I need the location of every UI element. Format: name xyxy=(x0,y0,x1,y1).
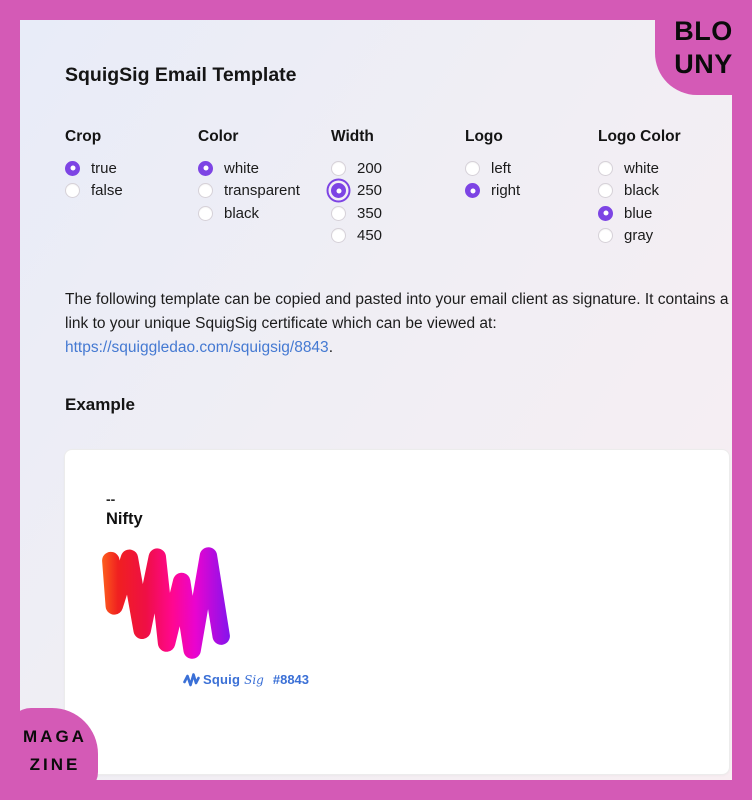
color-group xyxy=(198,128,300,225)
radio-selected-icon xyxy=(198,161,213,176)
radio-unselected-icon xyxy=(465,161,480,176)
radio-logo-right[interactable] xyxy=(465,180,520,203)
width-group xyxy=(331,128,382,247)
radio-crop-false[interactable] xyxy=(65,180,123,203)
radio-option-label: 250 xyxy=(357,182,383,200)
radio-selected-icon xyxy=(65,161,80,176)
radio-unselected-icon xyxy=(598,161,613,176)
radio-width-450[interactable] xyxy=(331,225,382,248)
top-right-badge xyxy=(655,0,752,95)
radio-option-label: false xyxy=(91,182,123,200)
radio-logo-color-black[interactable] xyxy=(598,180,681,203)
crop-group-label: Crop xyxy=(65,128,102,145)
radio-option-label: right xyxy=(491,182,521,200)
radio-unselected-icon xyxy=(598,183,613,198)
radio-selected-icon xyxy=(598,206,613,221)
radio-selected-focused-icon xyxy=(331,183,346,198)
radio-option-label: 200 xyxy=(357,159,383,177)
radio-option-label: 350 xyxy=(357,204,383,222)
radio-unselected-icon xyxy=(331,206,346,221)
top-right-badge-line2: UNY xyxy=(674,48,733,79)
logo-color-group-label: Logo Color xyxy=(598,128,681,145)
radio-selected-icon xyxy=(465,183,480,198)
radio-crop-true[interactable] xyxy=(65,157,123,180)
logo-brand-bold: Squig xyxy=(203,672,241,687)
squigsig-logo[interactable] xyxy=(183,672,309,687)
radio-width-350[interactable] xyxy=(331,202,382,225)
logo-brand-script: Sig xyxy=(244,672,264,687)
radio-option-label: black xyxy=(624,182,660,200)
crop-group xyxy=(65,128,123,202)
signature-name: Nifty xyxy=(106,510,143,528)
radio-unselected-icon xyxy=(65,183,80,198)
bottom-left-badge-line2: ZINE xyxy=(29,755,81,774)
example-signature-card xyxy=(64,449,730,775)
logo-group xyxy=(465,128,520,202)
instructions-text: The following template can be copied and pasted into your email client as signature. It contains a link to your unique SquigSig certificate which can be viewed at: xyxy=(65,291,729,332)
radio-option-label: left xyxy=(491,159,512,177)
radio-option-label: 450 xyxy=(357,227,383,245)
radio-option-label: gray xyxy=(624,227,654,245)
width-group-label: Width xyxy=(331,128,374,145)
instructions-suffix: . xyxy=(328,339,333,356)
radio-option-label: white xyxy=(224,159,260,177)
page-title: SquigSig Email Template xyxy=(65,64,297,86)
radio-color-transparent[interactable] xyxy=(198,180,300,203)
radio-unselected-icon xyxy=(331,228,346,243)
radio-unselected-icon xyxy=(198,183,213,198)
radio-option-label: blue xyxy=(624,204,653,222)
example-heading: Example xyxy=(65,395,135,414)
radio-logo-color-gray[interactable] xyxy=(598,225,681,248)
squiggle-artwork xyxy=(99,542,233,664)
radio-option-label: white xyxy=(624,159,660,177)
radio-unselected-icon xyxy=(198,206,213,221)
instructions-paragraph xyxy=(65,288,733,360)
color-group-label: Color xyxy=(198,128,239,145)
radio-logo-left[interactable] xyxy=(465,157,520,180)
signature-delimiter: -- xyxy=(106,491,116,507)
bottom-left-badge-line1: MAGA xyxy=(23,727,87,746)
radio-logo-color-white[interactable] xyxy=(598,157,681,180)
certificate-link[interactable]: https://squiggledao.com/squigsig/8843 xyxy=(65,339,329,356)
bottom-left-badge xyxy=(9,708,98,794)
radio-option-label: transparent xyxy=(224,182,300,200)
radio-option-label: true xyxy=(91,159,117,177)
squiggle-logo-icon xyxy=(183,673,200,687)
radio-option-label: black xyxy=(224,204,260,222)
page-content xyxy=(20,20,732,780)
logo-cert-number: #8843 xyxy=(272,672,310,687)
logo-color-group xyxy=(598,128,681,247)
logo-group-label: Logo xyxy=(465,128,503,145)
radio-unselected-icon xyxy=(331,161,346,176)
radio-width-200[interactable] xyxy=(331,157,382,180)
top-right-badge-line1: BLO xyxy=(674,15,733,46)
radio-color-white[interactable] xyxy=(198,157,300,180)
radio-width-250[interactable] xyxy=(331,180,382,203)
radio-color-black[interactable] xyxy=(198,202,300,225)
radio-logo-color-blue[interactable] xyxy=(598,202,681,225)
radio-unselected-icon xyxy=(598,228,613,243)
